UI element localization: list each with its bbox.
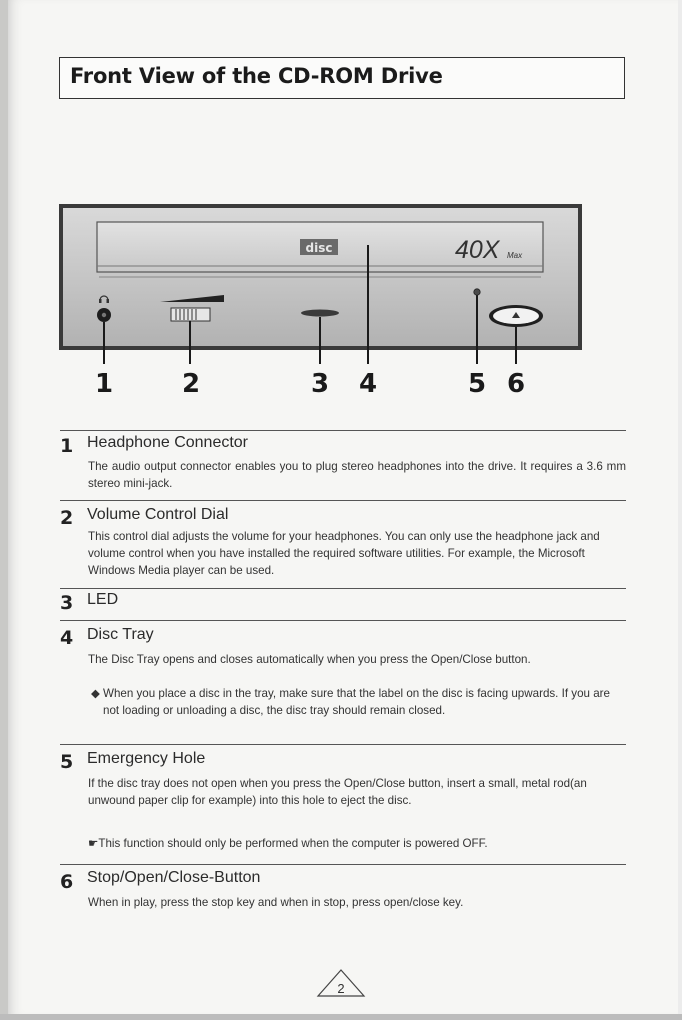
pointing-hand-icon: ☛ bbox=[88, 837, 99, 850]
divider bbox=[60, 620, 626, 621]
callout-2: 2 bbox=[181, 369, 201, 399]
item-description: If the disc tray does not open when you press the Open/Close button, insert a small, metal rod(an unwound paper clip for example) into this hole to eject the disc. bbox=[88, 777, 587, 807]
item-number: 5 bbox=[60, 751, 74, 773]
page-bottom-edge bbox=[0, 1014, 682, 1020]
item-description: The audio output connector enables you to plug stereo headphones into the drive. It requires a 3.6 mm stereo mini-jack. bbox=[88, 460, 626, 490]
item-description: This control dial adjusts the volume for your headphones. You can only use the headphone jack and volume control when you have installed the required software utilities. For example, the Microsoft Windows Media player can be used. bbox=[88, 530, 600, 577]
divider bbox=[60, 864, 626, 865]
callout-5: 5 bbox=[467, 369, 487, 399]
item-number: 6 bbox=[60, 871, 74, 893]
divider bbox=[60, 500, 626, 501]
item-heading-volume-control-dial: Volume Control Dial bbox=[87, 506, 229, 523]
callout-6: 6 bbox=[506, 369, 526, 399]
item-heading-led: LED bbox=[87, 591, 119, 608]
emergency-hole bbox=[474, 289, 480, 295]
item-description: When in play, press the stop key and when in stop, press open/close key. bbox=[88, 896, 464, 909]
diamond-bullet-icon: ◆ bbox=[91, 687, 100, 700]
compact-disc-logo bbox=[300, 239, 338, 255]
item-number: 3 bbox=[60, 592, 74, 614]
item-heading-headphone-connector: Headphone Connector bbox=[87, 434, 249, 451]
callout-1: 1 bbox=[94, 369, 114, 399]
page-number: 2 bbox=[337, 981, 345, 996]
note-text: This function should only be performed when the computer is powered OFF. bbox=[98, 837, 488, 850]
divider bbox=[60, 744, 626, 745]
item-number: 4 bbox=[60, 627, 74, 649]
item-number: 2 bbox=[60, 507, 74, 529]
led-indicator bbox=[301, 310, 339, 317]
volume-dial bbox=[171, 308, 210, 321]
item-heading-disc-tray: Disc Tray bbox=[87, 626, 154, 643]
divider bbox=[60, 588, 626, 589]
page-title: Front View of the CD-ROM Drive bbox=[70, 64, 443, 88]
item-heading-emergency-hole: Emergency Hole bbox=[87, 750, 206, 767]
bullet-text: When you place a disc in the tray, make sure that the label on the disc is facing upwards. If you are not loading or unloading a disc, the disc tray should remain closed. bbox=[103, 687, 610, 717]
disc-logo-text: disc bbox=[305, 241, 333, 255]
item-note bbox=[88, 835, 626, 852]
cd-rom-drive-illustration bbox=[0, 0, 682, 400]
callout-4: 4 bbox=[358, 369, 378, 399]
divider bbox=[60, 430, 626, 431]
callout-3: 3 bbox=[310, 369, 330, 399]
speed-suffix: Max bbox=[507, 251, 523, 260]
item-description: The Disc Tray opens and closes automatically when you press the Open/Close button. bbox=[88, 653, 531, 666]
item-heading-stop-open-close-button: Stop/Open/Close-Button bbox=[87, 869, 261, 886]
item-bullet bbox=[91, 685, 626, 719]
item-number: 1 bbox=[60, 435, 74, 457]
speed-label: 40X bbox=[455, 236, 500, 264]
